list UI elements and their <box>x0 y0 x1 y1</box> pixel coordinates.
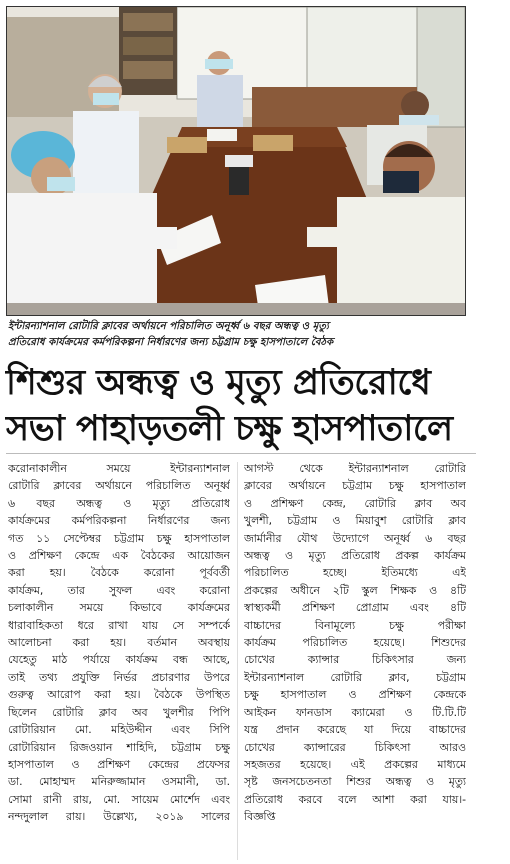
article-line: গুরুত্ব আরোপ করা হয়। বৈঠকে উপস্থিত <box>8 688 230 702</box>
article-line: কার্যক্রমের কর্মপরিকল্পনা নির্ধারণের জন্য <box>8 514 230 528</box>
article-line: করা হয়। বৈঠকে করোনা পূর্ববর্তী <box>8 566 230 580</box>
article-left-column <box>8 460 230 826</box>
article-line: ও প্রশিক্ষণ কেন্দ্র, রোটারি ক্লাব অব <box>244 496 466 510</box>
article-line: ৬ বছর অন্ধত্ব ও মৃত্যু প্রতিরোধ <box>8 496 230 510</box>
article-line: কার্যক্রম পরিচালিত হয়েছে। শিশুদের <box>244 636 466 650</box>
article-line: হাসপাতাল ও প্রশিক্ষণ কেন্দ্রের প্রফেসর <box>8 757 230 771</box>
article-line: রোটারি ক্লাবের অর্থায়নে পরিচালিত অনূর্ধ্ব <box>8 479 230 493</box>
article-line: ক্লাবের অর্থায়নে চট্টগ্রাম চক্ষু হাসপাতাল <box>244 479 466 493</box>
article-line: চোখের ক্যান্সারের চিকিৎসা আরও <box>244 740 466 754</box>
article-line: সহজতর হয়েছে। এই প্রকল্পের মাধ্যমে <box>244 757 466 771</box>
column-divider <box>237 462 238 860</box>
article-line: অন্ধত্ব ও মৃত্যু প্রতিরোধ প্রকল্প কার্যক্রম <box>244 549 466 563</box>
article-line: তাই তথ্য প্রযুক্তি নির্ভর প্রচারণার উপরে <box>8 670 230 684</box>
article-line: প্রকল্পের অধীনে ২টি স্কুল শিক্ষক ও ৪টি <box>244 583 466 597</box>
article-line: চোখের ক্যান্সার চিকিৎসার জন্য <box>244 653 466 667</box>
headline-line: সভা পাহাড়তলী চক্ষু হাসপাতালে <box>6 409 453 449</box>
article-line: আগস্ট থেকে ইন্টারন্যাশনাল রোটারি <box>244 462 466 475</box>
article-line: প্রতিরোধ করবে বলে আশা করা যায়।- <box>244 792 466 806</box>
article-line: ডা. মোহাম্মদ মনিরুজ্জামান ওসমানী, ডা. <box>8 775 230 789</box>
headline <box>6 360 476 452</box>
article-line: যন্ত্র প্রদান করেছে যা দিয়ে বাচ্চাদের <box>244 723 466 737</box>
article-line: স্বাস্থ্যকর্মী প্রশিক্ষণ প্রোগ্রাম এবং ৪টি <box>244 601 466 615</box>
article-line: সৃষ্ট জনসচেতনতা শিশুর অন্ধত্ব ও মৃত্যু <box>244 775 466 789</box>
article-line: কার্যক্রম, তার সুফল এবং করোনা <box>8 583 230 597</box>
caption-line: প্রতিরোধ কার্যক্রমের কর্মপরিকল্পনা নির্ধারণের জন্য চট্টগ্রাম চক্ষু হাসপাতালে বৈঠক <box>8 337 334 348</box>
article-line: গত ১১ সেপ্টেম্বর চট্টগ্রাম চক্ষু হাসপাতাল <box>8 531 230 545</box>
meeting-photo-illustration <box>7 7 465 315</box>
article-line: সোমা রানী রায়, মো. সায়েম মোর্শেদ এবং <box>8 792 230 806</box>
photo-caption <box>8 319 464 351</box>
article-line: রোটারিয়ান মো. মহিউদ্দীন এবং সিপি <box>8 723 230 737</box>
article-line: ছিলেন রোটারি ক্লাব অব খুলশীর পিপি <box>8 705 230 719</box>
article-right-column <box>244 460 466 826</box>
article-line: পরিচালিত হচ্ছে। ইতিমধ্যে এই <box>244 566 466 580</box>
article-line: বাচ্চাদের বিনামূল্যে চক্ষু পরীক্ষা <box>244 618 466 632</box>
article-line: রোটারিয়ান রিজওয়ান শাহিদি, চট্টগ্রাম চক্ষু <box>8 740 230 754</box>
headline-line: শিশুর অন্ধত্ব ও মৃত্যু প্রতিরোধে <box>6 363 431 403</box>
article-line: ও প্রশিক্ষণ কেন্দ্রে এক বৈঠকের আয়োজন <box>8 549 230 563</box>
headline-divider <box>6 453 476 454</box>
article-line: ধারাবাহিকতা ধরে রাখা যায় সে সম্পর্কে <box>8 618 230 632</box>
article-line: ইন্টারন্যাশনাল রোটারি ক্লাব, চট্টগ্রাম <box>244 670 466 684</box>
article-line: করোনাকালীন সময়ে ইন্টারন্যাশনাল <box>8 462 230 475</box>
article-photo <box>6 6 466 316</box>
article-line: আলোচনা করা হয়। বর্তমান অবস্থায় <box>8 636 230 650</box>
article-line: জার্মানীর যৌথ উদ্যোগে অনূর্ধ্ব ৬ বছর <box>244 531 466 545</box>
caption-line: ইন্টারন্যাশনাল রোটারি ক্লাবের অর্থায়নে পরিচালিত অনূর্ধ্ব ৬ বছর অন্ধত্ব ও মৃত্যু <box>8 321 329 332</box>
article-line: আইকন ফানডাস ক্যামেরা ও টি.টি.টি <box>244 705 466 719</box>
article-line: চলাকালীন সময়ে কিভাবে কার্যক্রমের <box>8 601 230 615</box>
article-line: বিজ্ঞপ্তি <box>244 810 276 824</box>
article-line: চক্ষু হাসপাতাল ও প্রশিক্ষণ কেন্দ্রকে <box>244 688 466 702</box>
article-line: খুলশী, চট্টগ্রাম ও মিয়াবুশ রোটারি ক্লাব <box>244 514 466 528</box>
article-line: নন্দদুলাল রায়। উল্লেখ্য, ২০১৯ সালের <box>8 810 230 824</box>
article-line: যেহেতু মাঠ পর্যায়ে কার্যক্রম বন্ধ আছে, <box>8 653 230 667</box>
